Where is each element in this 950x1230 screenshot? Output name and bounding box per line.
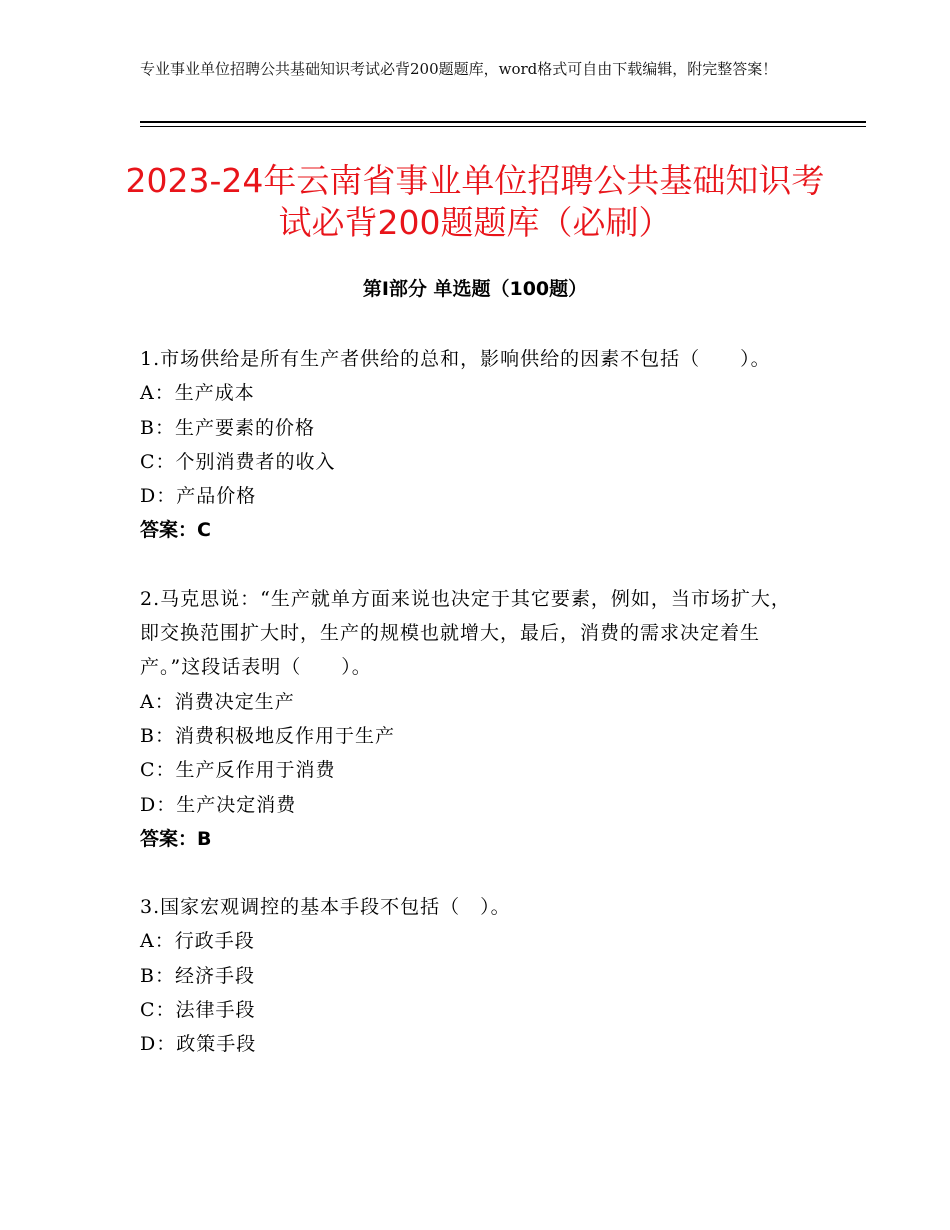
question-3 <box>140 890 810 1061</box>
answer-line: 答案：B <box>140 827 212 850</box>
option-b: B：消费积极地反作用于生产 <box>140 724 395 747</box>
header-rule-thick <box>140 121 866 123</box>
question-stem: 1.市场供给是所有生产者供给的总和，影响供给的因素不包括（ ）。 <box>140 348 771 370</box>
option-d: D：政策手段 <box>140 1033 257 1056</box>
section-heading: 第I部分 单选题（100题） <box>362 278 588 300</box>
option-d: D：生产决定消费 <box>140 793 297 816</box>
option-c: C：法律手段 <box>140 999 256 1022</box>
header-note: 专业事业单位招聘公共基础知识考试必背200题题库，word格式可自由下载编辑，附完整答案！ <box>140 60 778 78</box>
answer-line: 答案：C <box>140 519 211 542</box>
question-1 <box>140 342 810 548</box>
question-stem: 3.国家宏观调控的基本手段不包括（ ）。 <box>140 896 511 919</box>
option-a: A：行政手段 <box>140 930 255 953</box>
option-a: A：生产成本 <box>140 382 255 405</box>
question-2 <box>140 582 810 856</box>
question-spacer <box>140 548 810 582</box>
header-rule-thin <box>140 126 866 127</box>
option-c: C：个别消费者的收入 <box>140 450 336 473</box>
option-a: A：消费决定生产 <box>140 690 295 713</box>
question-spacer <box>140 856 810 890</box>
question-stem: 2.马克思说：“生产就单方面来说也决定于其它要素，例如，当市场扩大，即交换范围扩大时，生产的规模也就增大，最后，消费的需求决定着生产。”这段话表明（ ）。 <box>140 587 791 679</box>
option-b: B：生产要素的价格 <box>140 416 315 439</box>
option-c: C：生产反作用于消费 <box>140 759 336 782</box>
document-title: 2023-24年云南省事业单位招聘公共基础知识考试必背200题题库（必刷） <box>125 161 825 242</box>
question-list <box>140 342 810 1062</box>
option-d: D：产品价格 <box>140 485 257 508</box>
option-b: B：经济手段 <box>140 964 255 987</box>
